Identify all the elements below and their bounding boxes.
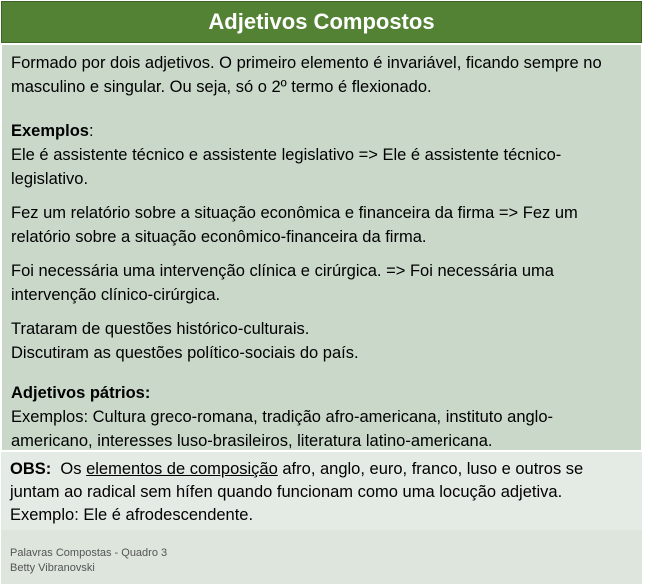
example-3-line-1: Foi necessária uma intervenção clínica e cirúrgica. => Foi necessária uma xyxy=(11,262,554,280)
patrios-line-1: Exemplos: Cultura greco-romana, tradição afro-americana, instituto anglo- xyxy=(11,408,554,426)
patrios-line-2: americano, interesses luso-brasileiros, literatura latino-americana. xyxy=(11,432,493,450)
example-2-line-1: Fez um relatório sobre a situação econômica e financeira da firma => Fez um xyxy=(11,204,578,222)
example-1-line-2: legislativo. xyxy=(11,170,89,188)
obs-panel xyxy=(1,452,642,530)
footer-author: Betty Vibranovski xyxy=(10,562,95,574)
page-title: Adjetivos Compostos xyxy=(208,9,435,34)
title-bar xyxy=(1,1,642,43)
footer-line-1: Palavras Compostas - Quadro 3 xyxy=(10,547,168,559)
obs-underlined-term: elementos de composição xyxy=(86,460,278,478)
example-3-line-2: intervenção clínico-cirúrgica. xyxy=(11,286,221,304)
obs-line-3: Exemplo: Ele é afrodescendente. xyxy=(10,506,254,524)
intro-line-2: masculino e singular. Ou seja, só o 2º termo é flexionado. xyxy=(11,78,432,96)
footer xyxy=(1,530,642,584)
example-2-line-2: relatório sobre a situação econômico-financeira da firma. xyxy=(11,228,427,246)
examples-heading: Exemplos xyxy=(11,122,89,140)
intro-line-1: Formado por dois adjetivos. O primeiro elemento é invariável, ficando sempre no xyxy=(11,54,602,72)
example-1-line-1: Ele é assistente técnico e assistente legislativo => Ele é assistente técnico- xyxy=(11,146,562,164)
obs-pre: Os xyxy=(51,460,87,478)
obs-post: afro, anglo, euro, franco, luso e outros se xyxy=(277,460,584,478)
obs-label: OBS: xyxy=(10,460,52,478)
example-4-line-1: Trataram de questões histórico-culturais. xyxy=(11,320,310,338)
examples-colon: : xyxy=(88,122,94,140)
example-4-line-2: Discutiram as questões político-sociais do país. xyxy=(11,344,359,362)
patrios-heading: Adjetivos pátrios: xyxy=(11,384,151,402)
obs-line-2: juntam ao radical sem hífen quando funcionam como uma locução adjetiva. xyxy=(10,483,563,501)
examples-heading-line xyxy=(11,119,631,143)
obs-line-1 xyxy=(10,458,632,481)
content-panel xyxy=(1,44,642,451)
